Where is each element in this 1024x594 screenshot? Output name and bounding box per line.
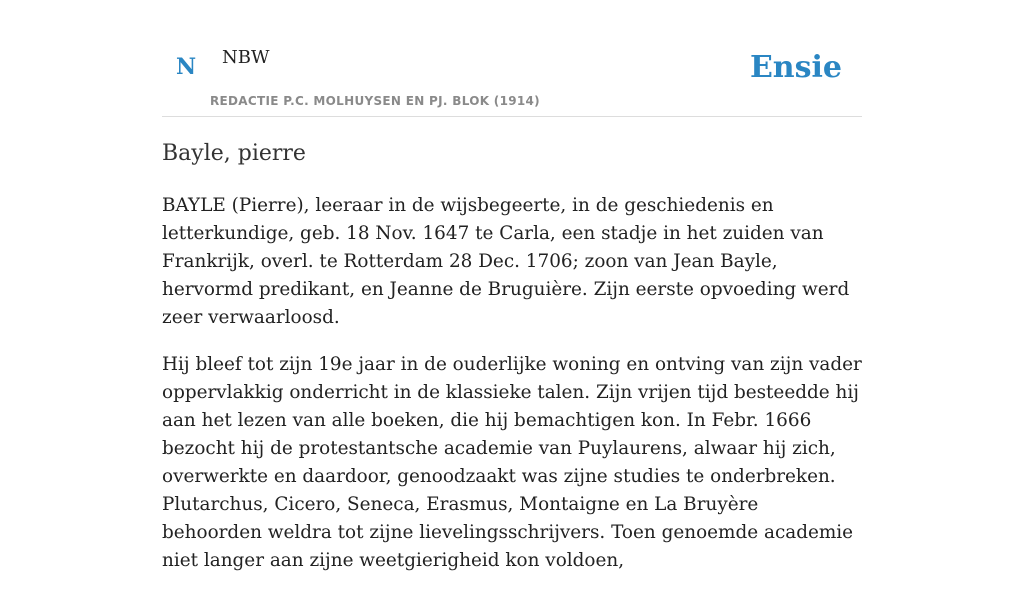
source-logo[interactable]: N (176, 54, 197, 80)
article-body (162, 192, 862, 594)
source-subtitle: REDACTIE P.C. MOLHUYSEN EN PJ. BLOK (1914) (210, 94, 540, 108)
brand-logo[interactable]: Ensie (749, 50, 842, 85)
article-title: Bayle, pierre (162, 141, 306, 166)
source-name[interactable]: NBW (222, 47, 270, 68)
article-paragraph: BAYLE (Pierre), leeraar in de wijsbegeerte, in de geschiedenis en letterkundige, geb. 18 Nov. 1647 te Carla, een stadje in het zuiden van Frankrijk, overl. te Rotterdam 28 Dec. 1706; zoon van Jean Bayle, hervormd predikant, en Jeanne de Bruguière. Zijn eerste opvoeding werd zeer verwaarloosd. (162, 195, 850, 328)
header (162, 0, 862, 117)
article-paragraph: Hij bleef tot zijn 19e jaar in de ouderlijke woning en ontving van zijn vader oppervlakkig onderricht in de klassieke talen. Zijn vrijen tijd besteedde hij aan het lezen van alle boeken, die hij bemachtigen kon. In Febr. 1666 bezocht hij de protestantsche academie van Puylaurens, alwaar hij zich, overwerkte en daardoor, genoodzaakt was zijne studies te onderbreken. Plutarchus, Cicero, Seneca, Erasmus, Montaigne en La Bruyère behoorden weldra tot zijne lievelingsschrijvers. Toen genoemde academie niet langer aan zijne weetgierigheid kon voldoen, (162, 354, 862, 571)
